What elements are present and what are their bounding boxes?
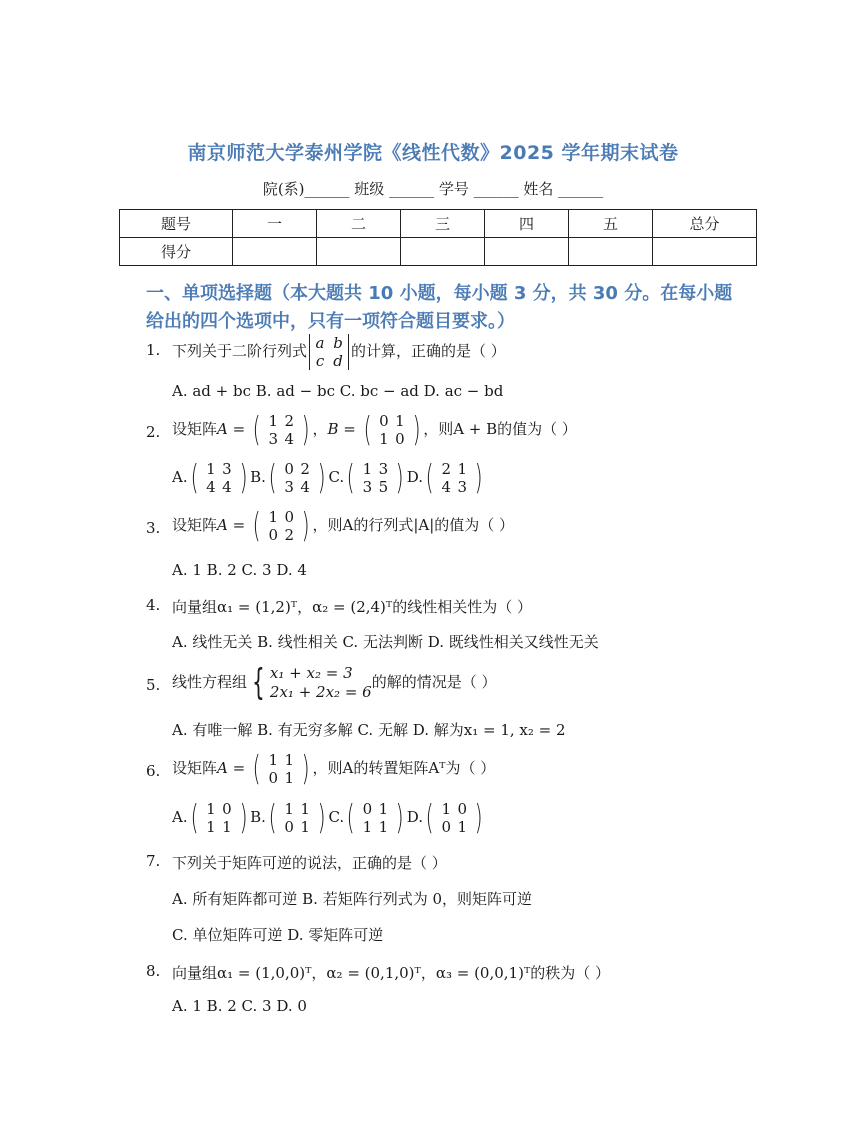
question-6-options: A.( 1 0 1 1 ) B.( 1 1 0 1 ) C.( 0 1 1 1 ) D.( 1 0 0 1 ) xyxy=(172,798,483,838)
question-text: 设矩阵 xyxy=(172,516,218,534)
matrix-cell: 1 xyxy=(379,430,389,448)
matrix-cell: 0 xyxy=(362,800,373,818)
question-text: ，则A的行列式|A|的值为（ ） xyxy=(312,516,515,534)
matrix xyxy=(359,460,391,496)
matrix-cell: 1 xyxy=(284,800,294,818)
table-cell: 一 xyxy=(233,210,317,238)
matrix-cell: 3 xyxy=(268,430,278,448)
matrix-cell: 3 xyxy=(378,460,389,478)
question-text: 的计算，正确的是（ ） xyxy=(351,342,506,360)
det-cell: c xyxy=(315,352,325,370)
table-cell: 总分 xyxy=(653,210,757,238)
matrix-cell: 4 xyxy=(441,478,452,496)
question-1 xyxy=(172,334,506,370)
matrix-cell: 4 xyxy=(222,478,232,496)
matrix-cell: 2 xyxy=(284,412,294,430)
matrix-cell: 2 xyxy=(284,526,294,544)
option-label: B. xyxy=(250,808,266,826)
equation: 2x₁ + 2x₂ = 6 xyxy=(269,683,372,701)
matrix-cell: 1 xyxy=(395,412,405,430)
question-7: 下列关于矩阵可逆的说法，正确的是（ ） xyxy=(172,854,447,872)
matrix-cell: 4 xyxy=(284,430,294,448)
matrix-cell: 1 xyxy=(268,751,278,769)
option-label: D. xyxy=(406,808,423,826)
matrix-cell: 1 xyxy=(362,818,373,836)
matrix xyxy=(438,460,470,496)
det-cell: b xyxy=(333,334,343,352)
matrix-cell: 4 xyxy=(300,478,310,496)
option-label: D. xyxy=(406,468,423,486)
question-text: 的解的情况是（ ） xyxy=(371,673,497,691)
table-cell: 二 xyxy=(317,210,401,238)
det-cell: d xyxy=(333,352,343,370)
question-3-options: A. 1 B. 2 C. 3 D. 4 xyxy=(172,561,307,579)
determinant xyxy=(309,334,349,370)
question-text: 下列关于二阶行列式 xyxy=(172,342,308,360)
question-8: 向量组α₁ = (1,0,0)ᵀ，α₂ = (0,1,0)ᵀ，α₃ = (0,0,1)ᵀ的秩为（ ） xyxy=(172,964,611,982)
matrix-cell: 1 xyxy=(362,460,373,478)
matrix-cell: 3 xyxy=(222,460,232,478)
matrix-cell: 5 xyxy=(378,478,389,496)
matrix xyxy=(376,412,408,448)
matrix-cell: 4 xyxy=(206,478,216,496)
matrix-cell: 3 xyxy=(457,478,468,496)
matrix-cell: 0 xyxy=(284,818,294,836)
question-number: 8. xyxy=(146,962,161,980)
table-cell: 题号 xyxy=(120,210,233,238)
table-cell: 得分 xyxy=(120,238,233,266)
question-number: 2. xyxy=(146,423,161,441)
score-input-cell[interactable] xyxy=(485,238,569,266)
det-cell: a xyxy=(315,334,325,352)
question-text: ， xyxy=(312,420,328,438)
score-input-cell[interactable] xyxy=(233,238,317,266)
matrix xyxy=(265,508,297,544)
matrix-cell: 0 xyxy=(222,800,232,818)
question-number: 5. xyxy=(146,676,161,694)
option-label: C. xyxy=(328,468,345,486)
question-1-options: A. ad + bc B. ad − bc C. bc − ad D. ac − bd xyxy=(172,382,504,400)
math-label: A = xyxy=(217,420,246,438)
matrix xyxy=(265,751,297,787)
score-table-header-row xyxy=(120,210,757,238)
matrix-cell: 1 xyxy=(284,751,294,769)
matrix-cell: 1 xyxy=(206,800,216,818)
score-input-cell[interactable] xyxy=(569,238,653,266)
matrix-cell: 1 xyxy=(300,800,310,818)
question-text: 设矩阵 xyxy=(172,420,218,438)
matrix xyxy=(265,412,297,448)
matrix-cell: 1 xyxy=(284,769,294,787)
question-number: 4. xyxy=(146,596,161,614)
matrix-cell: 2 xyxy=(300,460,310,478)
matrix-cell: 1 xyxy=(441,800,452,818)
question-8-options: A. 1 B. 2 C. 3 D. 0 xyxy=(172,997,307,1015)
matrix-cell: 1 xyxy=(268,508,278,526)
math-label: A = xyxy=(217,516,246,534)
table-cell: 四 xyxy=(485,210,569,238)
matrix-cell: 0 xyxy=(441,818,452,836)
matrix-cell: 0 xyxy=(395,430,405,448)
question-4: 向量组α₁ = (1,2)ᵀ，α₂ = (2,4)ᵀ的线性相关性为（ ） xyxy=(172,598,532,616)
option-label: C. xyxy=(328,808,345,826)
matrix xyxy=(203,460,235,496)
question-2-options: A.( 1 3 4 4 ) B.( 0 2 3 4 ) C.( 1 3 3 5 ) D.( 2 1 4 3 ) xyxy=(172,458,483,498)
matrix xyxy=(438,800,470,836)
score-input-cell[interactable] xyxy=(317,238,401,266)
matrix-cell: 3 xyxy=(284,478,294,496)
matrix-cell: 1 xyxy=(378,818,389,836)
table-cell: 三 xyxy=(401,210,485,238)
question-text: 线性方程组 xyxy=(172,673,248,691)
matrix xyxy=(203,800,235,836)
matrix-cell: 0 xyxy=(284,460,294,478)
question-number: 3. xyxy=(146,519,161,537)
question-number: 6. xyxy=(146,762,161,780)
exam-title: 南京师范大学泰州学院《线性代数》2025 学年期末试卷 xyxy=(187,142,679,164)
student-info-line: 院(系)______ 班级 ______ 学号 ______ 姓名 ______ xyxy=(262,180,604,198)
equation: x₁ + x₂ = 3 xyxy=(269,664,353,682)
option-label: A. xyxy=(172,808,188,826)
question-7-options-line-2: C. 单位矩阵可逆 D. 零矩阵可逆 xyxy=(172,926,384,944)
question-3: 设矩阵A = ( 1 0 0 2 ) ，则A的行列式|A|的值为（ ） xyxy=(172,506,515,546)
matrix-cell: 1 xyxy=(300,818,310,836)
matrix-cell: 1 xyxy=(457,818,468,836)
question-6: 设矩阵A = ( 1 1 0 1 ) ，则A的转置矩阵Aᵀ为（ ） xyxy=(172,749,496,789)
matrix xyxy=(281,460,313,496)
matrix-cell: 1 xyxy=(206,460,216,478)
question-7-options-line-1: A. 所有矩阵都可逆 B. 若矩阵行列式为 0，则矩阵可逆 xyxy=(172,890,533,908)
equation-system xyxy=(270,664,372,702)
question-2: 设矩阵A = ( 1 2 3 4 ) ，B = ( 0 1 1 0 ) ，则A + B的值为（ ） xyxy=(172,410,577,450)
matrix-cell: 1 xyxy=(268,412,278,430)
math-label: A = xyxy=(217,759,246,777)
matrix-cell: 0 xyxy=(457,800,468,818)
math-label: B = xyxy=(327,420,356,438)
matrix-cell: 0 xyxy=(284,508,294,526)
question-text: 设矩阵 xyxy=(172,759,218,777)
question-number: 7. xyxy=(146,852,161,870)
matrix-cell: 1 xyxy=(222,818,232,836)
score-input-cell[interactable] xyxy=(653,238,757,266)
question-5-options: A. 有唯一解 B. 有无穷多解 C. 无解 D. 解为x₁ = 1, x₂ = 2 xyxy=(172,721,566,739)
matrix-cell: 2 xyxy=(441,460,452,478)
question-number: 1. xyxy=(146,341,161,359)
matrix-cell: 1 xyxy=(378,800,389,818)
score-table-score-row xyxy=(120,238,757,266)
score-input-cell[interactable] xyxy=(401,238,485,266)
question-5: 线性方程组 { x₁ + x₂ = 3 2x₁ + 2x₂ = 6 的解的情况是（ ） xyxy=(172,662,497,703)
score-table xyxy=(119,209,757,266)
option-label: B. xyxy=(250,468,266,486)
matrix-cell: 3 xyxy=(362,478,373,496)
option-label: A. xyxy=(172,468,188,486)
matrix-cell: 0 xyxy=(268,526,278,544)
question-4-options: A. 线性无关 B. 线性相关 C. 无法判断 D. 既线性相关又线性无关 xyxy=(172,633,599,651)
question-text: ，则A + B的值为（ ） xyxy=(423,420,577,438)
matrix-cell: 0 xyxy=(379,412,389,430)
section-1-heading: 一、单项选择题（本大题共 10 小题，每小题 3 分，共 30 分。在每小题给出的四个选项中，只有一项符合题目要求。） xyxy=(146,283,733,332)
matrix xyxy=(359,800,391,836)
question-text: ，则A的转置矩阵Aᵀ为（ ） xyxy=(312,759,496,777)
matrix-cell: 1 xyxy=(457,460,468,478)
table-cell: 五 xyxy=(569,210,653,238)
matrix xyxy=(281,800,313,836)
matrix-cell: 0 xyxy=(268,769,278,787)
matrix-cell: 1 xyxy=(206,818,216,836)
